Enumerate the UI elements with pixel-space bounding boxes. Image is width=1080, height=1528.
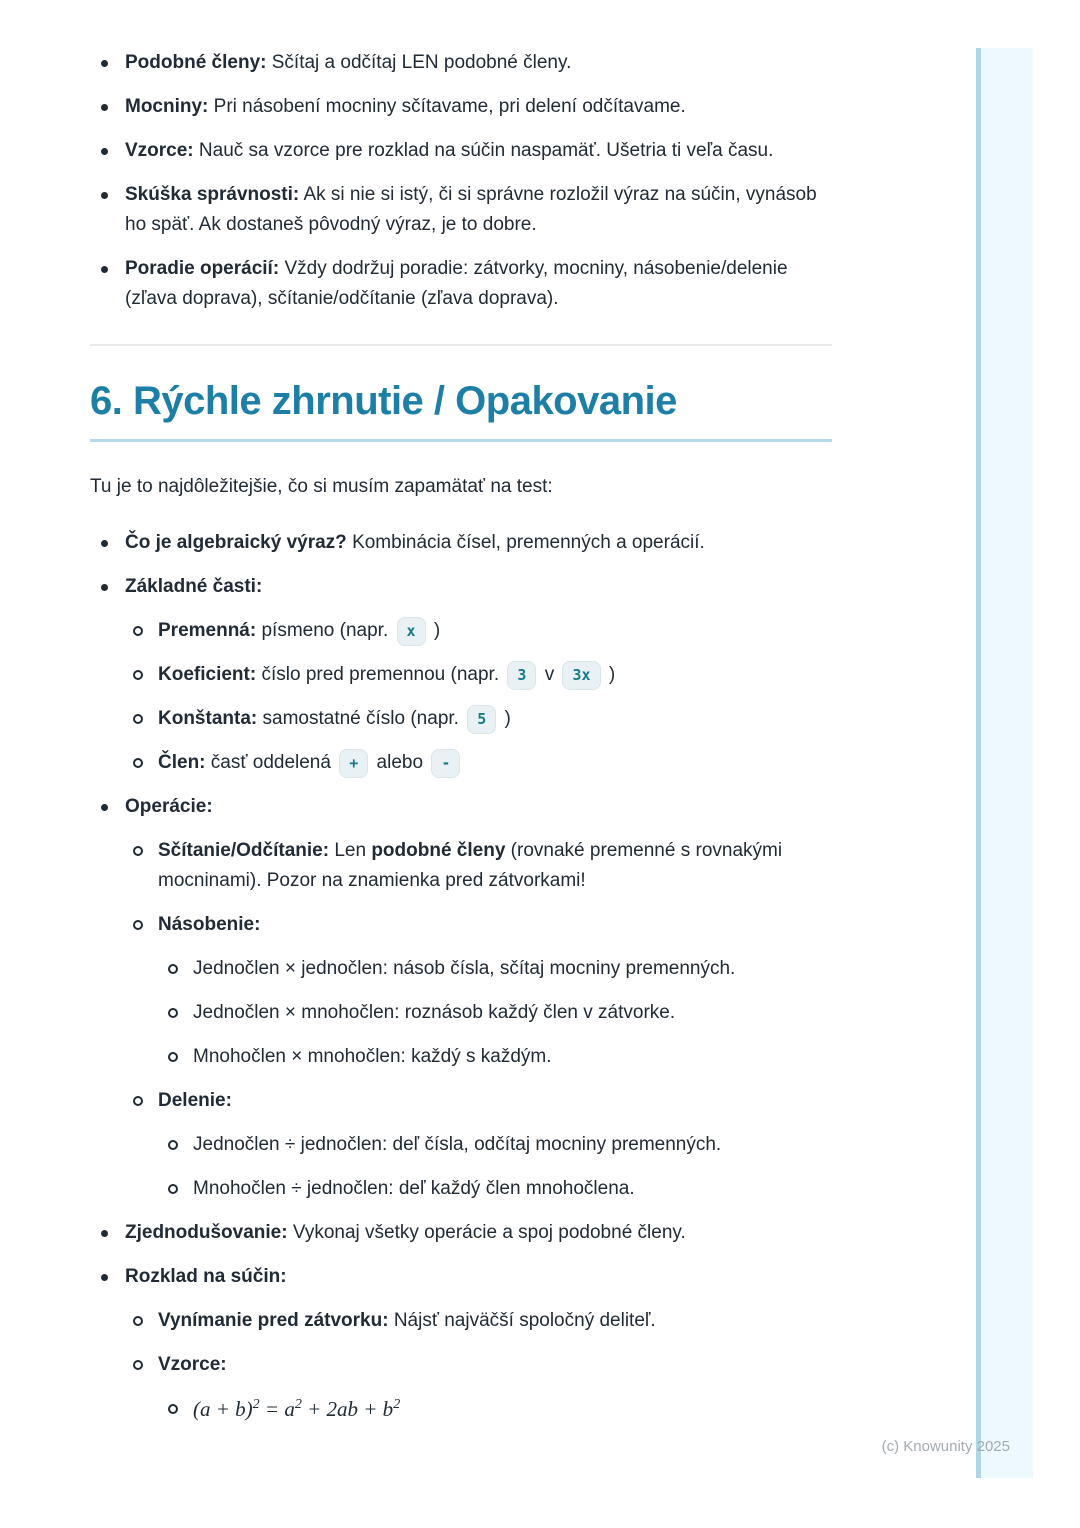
formula-exponent: 2 — [252, 1397, 260, 1412]
formula-part: (a + b) — [193, 1397, 253, 1421]
section-intro: Tu je to najdôležitejšie, čo si musím zapamätať na test: — [90, 476, 553, 497]
list-item — [125, 616, 832, 646]
document-content — [90, 48, 832, 1440]
term-text: Jednočlen ÷ jednočlen: deľ čísla, odčítaj mocniny premenných. — [193, 1134, 722, 1155]
term-text: Sčítaj a odčítaj LEN podobné členy. — [271, 52, 572, 73]
code-badge: 3 — [507, 661, 536, 690]
factoring-sublist — [125, 1306, 832, 1426]
page-edge-strip — [976, 48, 1033, 1478]
math-formula — [193, 1397, 400, 1421]
list-item — [158, 1394, 832, 1426]
code-badge: x — [397, 617, 426, 646]
term-label: Zjednodušovanie: — [125, 1222, 288, 1243]
term-label: Koeficient: — [158, 664, 257, 685]
list-item — [90, 792, 832, 1204]
term-text: Jednočlen × mnohočlen: roznásob každý člen v zátvorke. — [193, 1002, 676, 1023]
operations-sublist — [125, 836, 832, 1204]
term-text: časť oddelená — [210, 752, 331, 773]
list-item — [158, 998, 832, 1028]
list-item — [158, 954, 832, 984]
code-badge: 5 — [467, 705, 496, 734]
term-label: Základné časti: — [125, 576, 263, 597]
list-item — [90, 1218, 832, 1248]
term-text: Nauč sa vzorce pre rozklad na súčin naspamäť. Ušetria ti veľa času. — [198, 140, 774, 161]
term-text: ) — [433, 620, 441, 641]
term-text: Jednočlen × jednočlen: násob čísla, sčítaj mocniny premenných. — [193, 958, 736, 979]
formulas-sublist — [158, 1394, 832, 1426]
term-text: alebo — [376, 752, 424, 773]
term-label: Operácie: — [125, 796, 213, 817]
term-text: Ak si nie si istý, či si správne rozložil výraz na súčin, vynásob ho späť. Ak dostaneš pôvodný výraz, je to dobre. — [125, 184, 817, 235]
list-item — [125, 836, 832, 896]
term-label: Vzorce: — [125, 140, 194, 161]
code-badge: + — [339, 749, 368, 778]
term-label: Konštanta: — [158, 708, 258, 729]
term-text: (rovnaké premenné s rovnakými mocninami). Pozor na znamienka pred zátvorkami! — [158, 840, 783, 891]
term-label: Podobné členy: — [125, 52, 267, 73]
list-item — [90, 180, 832, 240]
term-text: Vždy dodržuj poradie: zátvorky, mocniny, násobenie/delenie (zľava doprava), sčítanie/odčítanie (zľava doprava). — [125, 258, 788, 309]
list-item — [158, 1130, 832, 1160]
formula-part: = a — [259, 1397, 295, 1421]
term-text: v — [544, 664, 555, 685]
term-label: Rozklad na súčin: — [125, 1266, 287, 1287]
formula-part: + 2ab + b — [301, 1397, 394, 1421]
list-item — [90, 254, 832, 314]
term-text: Pri násobení mocniny sčítavame, pri delení odčítavame. — [213, 96, 686, 117]
term-label: Čo je algebraický výraz? — [125, 532, 347, 553]
list-item — [125, 660, 832, 690]
code-badge: - — [431, 749, 460, 778]
term-text: ) — [608, 664, 616, 685]
term-label: Mocniny: — [125, 96, 209, 117]
list-item — [125, 1086, 832, 1204]
parts-sublist — [125, 616, 832, 778]
section-title: 6. Rýchle zhrnutie / Opakovanie — [90, 376, 832, 442]
list-item — [125, 910, 832, 1072]
list-item — [90, 92, 832, 122]
term-label: Člen: — [158, 752, 206, 773]
emphasis-text: podobné členy — [371, 840, 506, 861]
term-text: Mnohočlen × mnohočlen: každý s každým. — [193, 1046, 552, 1067]
formula-exponent: 2 — [294, 1397, 302, 1412]
formula-exponent: 2 — [393, 1397, 401, 1412]
term-text: Len — [334, 840, 367, 861]
term-text: číslo pred premennou (napr. — [261, 664, 500, 685]
term-label: Vzorce: — [158, 1354, 227, 1375]
section-divider — [90, 344, 832, 346]
division-sublist — [158, 1130, 832, 1204]
list-item — [158, 1042, 832, 1072]
list-item — [125, 1306, 832, 1336]
term-label: Sčítanie/Odčítanie: — [158, 840, 330, 861]
summary-list — [90, 528, 832, 1426]
list-item — [90, 528, 832, 558]
term-label: Vynímanie pred zátvorku: — [158, 1310, 389, 1331]
list-item — [90, 1262, 832, 1426]
copyright-watermark: (c) Knowunity 2025 — [881, 1438, 1010, 1455]
list-item — [90, 136, 832, 166]
tips-list — [90, 48, 832, 314]
list-item — [125, 1350, 832, 1426]
term-label: Premenná: — [158, 620, 257, 641]
term-label: Poradie operácií: — [125, 258, 280, 279]
term-label: Násobenie: — [158, 914, 261, 935]
term-text: Vykonaj všetky operácie a spoj podobné členy. — [292, 1222, 686, 1243]
multiplication-sublist — [158, 954, 832, 1072]
list-item — [90, 572, 832, 778]
term-label: Delenie: — [158, 1090, 232, 1111]
term-text: písmeno (napr. — [261, 620, 389, 641]
list-item — [125, 748, 832, 778]
code-badge: 3x — [562, 661, 600, 690]
term-text: ) — [504, 708, 511, 729]
term-text: Nájsť najväčší spoločný deliteľ. — [393, 1310, 656, 1331]
term-label: Skúška správnosti: — [125, 184, 300, 205]
term-text: Kombinácia čísel, premenných a operácií. — [352, 532, 705, 553]
list-item — [158, 1174, 832, 1204]
list-item — [90, 48, 832, 78]
term-text: samostatné číslo (napr. — [262, 708, 459, 729]
list-item — [125, 704, 832, 734]
term-text: Mnohočlen ÷ jednočlen: deľ každý člen mnohočlena. — [193, 1178, 635, 1199]
